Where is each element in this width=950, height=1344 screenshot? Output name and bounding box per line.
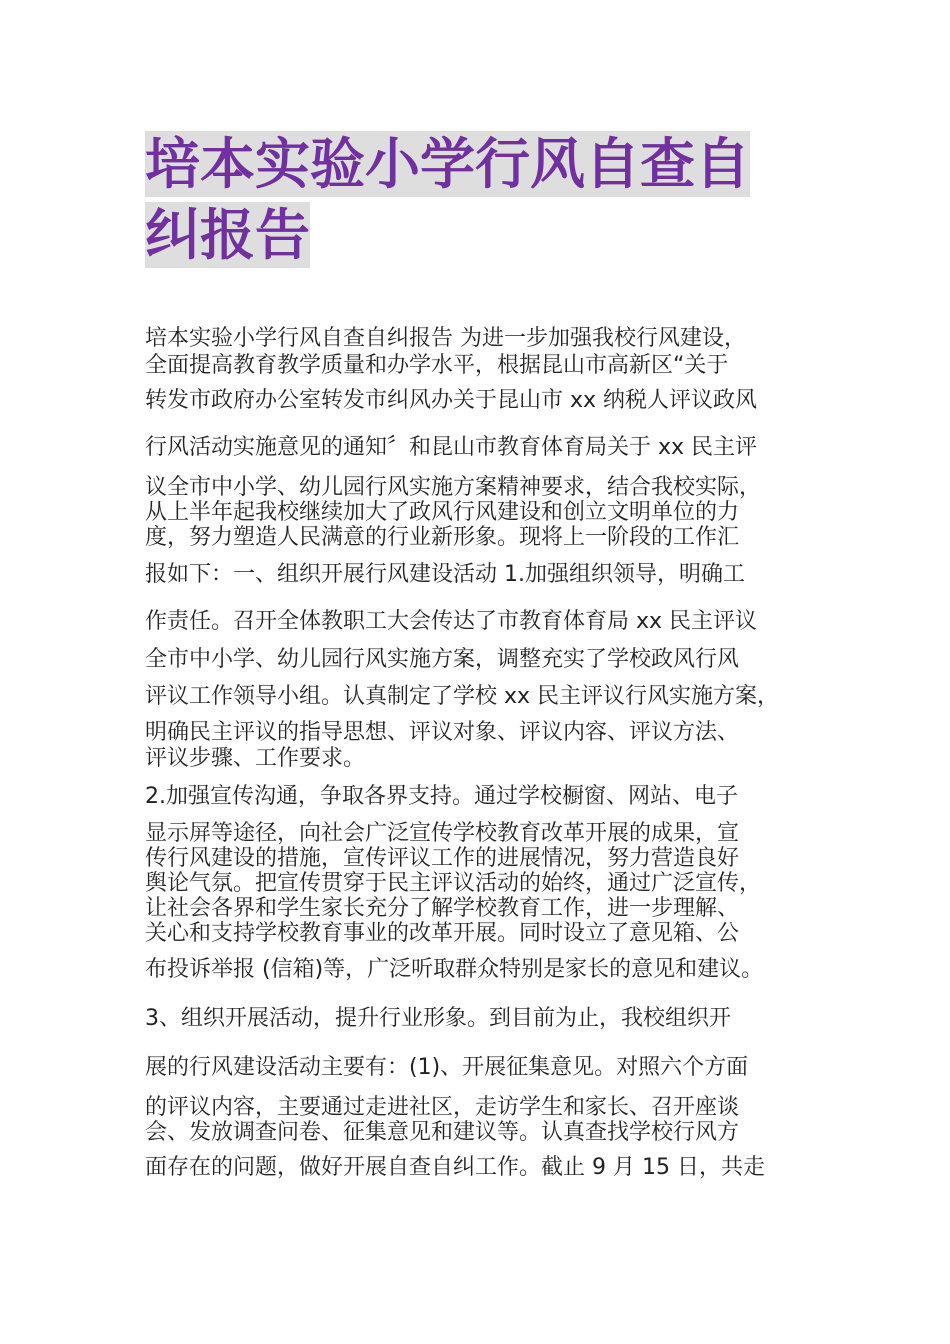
body-line: 行风活动实施意见的通知〞和昆山市教育体育局关于 xx 民主评 (145, 435, 758, 460)
document-title-line-1: 培本实验小学行风自查自 (145, 132, 751, 196)
body-line: 培本实验小学行风自查自纠报告 为进一步加强我校行风建设， (145, 326, 746, 351)
body-line: 评议工作领导小组。认真制定了学校 xx 民主评议行风实施方案， (145, 684, 780, 709)
body-line: 议全市中小学、幼儿园行风实施方案精神要求，结合我校实际， (145, 475, 762, 500)
body-line: 作责任。召开全体教职工大会传达了市教育体育局 xx 民主评议 (145, 609, 758, 634)
body-line: 转发市政府办公室转发市纠风办关于昆山市 xx 纳税人评议政风 (145, 388, 758, 413)
body-line: 的评议内容，主要通过走进社区，走访学生和家长、召开座谈 (145, 1095, 740, 1120)
body-line: 评议步骤、工作要求。 (145, 746, 366, 771)
body-line: 会、发放调查问卷、征集意见和建议等。认真查找学校行风方 (145, 1120, 740, 1145)
document-title-line-2: 纠报告 (145, 203, 311, 267)
body-line: 展的行风建设活动主要有：(1)、开展征集意见。对照六个方面 (145, 1055, 749, 1080)
body-line: 布投诉举报 (信箱)等，广泛听取群众特别是家长的意见和建议。 (145, 957, 764, 982)
body-line: 全面提高教育教学质量和办学水平，根据昆山市高新区“关于 (145, 353, 729, 378)
body-line: 从上半年起我校继续加大了政风行风建设和创立文明单位的力 (145, 500, 740, 525)
body-line: 全市中小学、幼儿园行风实施方案，调整充实了学校政风行风 (145, 647, 740, 672)
body-line: 2.加强宣传沟通，争取各界支持。通过学校橱窗、网站、电子 (145, 784, 738, 809)
body-line: 度，努力塑造人民满意的行业新形象。现将上一阶段的工作汇 (145, 525, 740, 550)
body-line: 关心和支持学校教育事业的改革开展。同时设立了意见箱、公 (145, 921, 740, 946)
body-line: 舆论气氛。把宣传贯穿于民主评议活动的始终，通过广泛宣传， (145, 871, 762, 896)
body-line: 报如下：一、组织开展行风建设活动 1.加强组织领导，明确工 (145, 562, 745, 587)
body-line: 面存在的问题，做好开展自查自纠工作。截止 9 月 15 日，共走 (145, 1155, 765, 1180)
body-line: 3、组织开展活动，提升行业形象。到目前为止，我校组织开 (145, 1006, 731, 1031)
body-line: 明确民主评议的指导思想、评议对象、评议内容、评议方法、 (145, 720, 740, 745)
body-line: 让社会各界和学生家长充分了解学校教育工作，进一步理解、 (145, 896, 740, 921)
body-line: 传行风建设的措施，宣传评议工作的进展情况，努力营造良好 (145, 846, 740, 871)
body-line: 显示屏等途径，向社会广泛宣传学校教育改革开展的成果，宣 (145, 821, 740, 846)
